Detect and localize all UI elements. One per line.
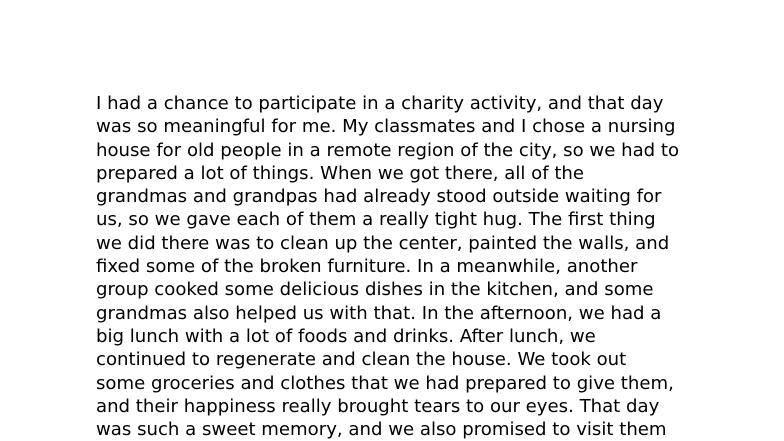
text-line: group cooked some delicious dishes in the kitchen, and some xyxy=(96,279,654,301)
text-line: prepared a lot of things. When we got there, all of the xyxy=(96,162,585,184)
text-line: house for old people in a remote region of the city, so we had to xyxy=(96,139,680,161)
text-line: some groceries and clothes that we had prepared to give them, xyxy=(96,372,674,394)
essay-paragraph xyxy=(96,92,736,441)
text-line: was so meaningful for me. My classmates and I chose a nursing xyxy=(96,116,676,138)
text-line: big lunch with a lot of foods and drinks. After lunch, we xyxy=(96,325,596,347)
text-line: grandmas and grandpas had already stood outside waiting for xyxy=(96,186,662,208)
text-line: continued to regenerate and clean the house. We took out xyxy=(96,349,627,371)
text-line: and their happiness really brought tears to our eyes. That day xyxy=(96,395,660,417)
text-line: fixed some of the broken furniture. In a meanwhile, another xyxy=(96,256,638,278)
text-line: grandmas also helped us with that. In the afternoon, we had a xyxy=(96,302,662,324)
text-line: we did there was to clean up the center, painted the walls, and xyxy=(96,232,670,254)
text-line: was such a sweet memory, and we also promised to visit them xyxy=(96,419,667,441)
text-line: I had a chance to participate in a charity activity, and that day xyxy=(96,93,664,114)
text-line: us, so we gave each of them a really tight hug. The first thing xyxy=(96,209,656,231)
